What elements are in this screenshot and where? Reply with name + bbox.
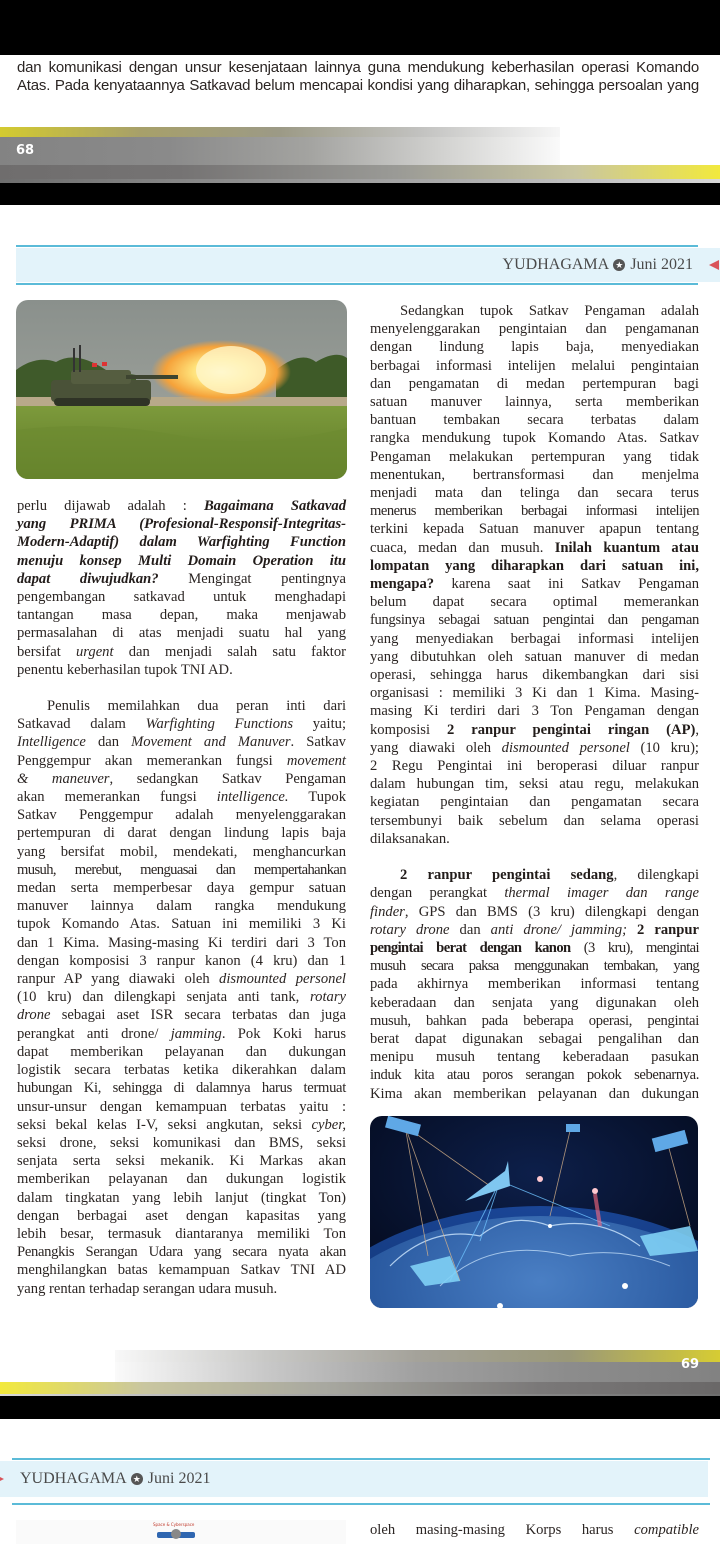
text: menipu musuh tentang keberadaan pasukan: [370, 1049, 699, 1066]
header-rule-bottom: [12, 1503, 710, 1505]
bold-emphasis: lompatan yang diharapkan dari satuan ini,: [370, 557, 699, 574]
text: . Pok Koki harus: [221, 1025, 346, 1042]
text: masing Ki terdiri dari 3 Ton Pengaman dengan: [370, 703, 699, 720]
footer-blank: [560, 137, 720, 165]
text: karena saat ini Satkav Pengaman: [434, 576, 699, 593]
text: keberadaan dan senjata yang digunakan oleh: [370, 994, 699, 1011]
text: berat dapat digunakan sebagai pengalihan dan: [370, 1030, 699, 1047]
text: dan: [85, 734, 132, 751]
text: yang rentan terhadap serangan udara musuh.: [17, 1280, 278, 1297]
text: dan menjadi salah satu faktor: [113, 643, 346, 660]
image-caption: Space & Cyberspace: [153, 1522, 195, 1527]
text: akan memerankan fungsi: [17, 789, 217, 806]
text: yang menyediakan berbagai informasi intelijen: [370, 630, 699, 647]
text: dan: [449, 921, 491, 938]
header-marker-icon: [0, 1474, 4, 1484]
footer-band: [0, 137, 560, 165]
text: yaitu;: [293, 716, 346, 733]
text: belum dapat secara optimal memerankan: [370, 594, 699, 611]
text: , GPS dan BMS (3 kru) dilengkapi dengan: [404, 903, 699, 920]
right-column-text: [370, 302, 699, 1103]
page-gap: [0, 183, 720, 205]
text: fungsinya sebagai satuan pengintai dan pengaman: [370, 612, 699, 629]
text: dan pengamatan di medan pertempuran bagi: [370, 375, 699, 392]
italic-term: finder: [370, 903, 405, 920]
text: medan serta memperbesar daya gempur satuan: [17, 880, 346, 897]
text: organisasi : memiliki 3 Ki dan 1 Kima. Masing-: [370, 685, 699, 702]
text: hubungan Ki, sehingga di dalamnya harus termuat: [17, 1080, 346, 1097]
footer-accent-strip: [115, 1350, 720, 1362]
emphasis: dapat diwujudkan?: [17, 570, 159, 587]
page-68-text-fragment: [17, 59, 699, 95]
text: menjadi mata dan telinga dan secara terus: [370, 485, 699, 502]
text: Satkav Penggempur adalah menyelenggarakan: [17, 807, 346, 824]
left-column-text: [17, 497, 346, 1298]
footer-accent-strip: [0, 1382, 720, 1394]
text: Sedangkan tupok Satkav Pengaman adalah: [400, 303, 699, 319]
text: senjata serta seksi mekanik. Ki Markas akan: [17, 1153, 346, 1170]
satellite-body-icon: [171, 1529, 181, 1539]
emphasis: Bagaimana Satkavad: [203, 498, 346, 514]
header-title: [503, 256, 693, 274]
text: musuh, merebut, menguasai dan mempertahankan: [17, 861, 346, 878]
italic-term: drone: [17, 1007, 51, 1024]
text: seksi drone, seksi komunikasi dan BMS, seksi: [17, 1134, 346, 1151]
text: yang bersifat mobil, mendekati, menghancurkan: [17, 843, 346, 860]
text: dengan berbagai aset dengan kapasitas yang: [17, 1207, 346, 1224]
text: Penangkis Serangan Udara yang secara nyata akan: [17, 1244, 346, 1261]
text: tantangan masa depan, maka menjawab: [17, 607, 346, 624]
text: tersembunyi baik sebelum dan selama operasi: [370, 812, 699, 829]
text: Kima akan memberikan pelayanan dan dukungan: [370, 1085, 699, 1102]
footer-band: [115, 1362, 720, 1382]
star-circle-icon: ★: [132, 1474, 141, 1484]
text: terkini kepada Satuan manuver apapun tentang: [370, 521, 699, 538]
text: dilaksanakan.: [370, 830, 450, 847]
text: yang diawaki oleh: [370, 739, 502, 756]
text: lebih besar, termasuk diantaranya memiliki Ton: [17, 1225, 346, 1242]
text: bersifat: [17, 643, 76, 660]
italic-term: dismounted personel: [219, 971, 346, 988]
page-gap: [0, 1396, 720, 1419]
tank-photo-illustration: [16, 300, 347, 479]
text: induk kita atau poros serangan pokok sebenarnya.: [370, 1067, 699, 1084]
footer-accent-strip: [0, 165, 720, 179]
text: Satkavad dalam: [17, 716, 146, 733]
star-circle-icon: ★: [615, 260, 624, 270]
text: penentu keberhasilan tupok TNI AD.: [17, 661, 233, 678]
text: pengembangan satkavad untuk menghadapi: [17, 589, 346, 606]
issue-date: Juni 2021: [147, 1470, 211, 1487]
text: perangkat anti drone/: [17, 1025, 171, 1042]
footer-blank: [560, 127, 720, 137]
text: dengan komposisi 3 ranpur kanon (4 kru) dan 1: [17, 952, 346, 969]
viewer-top-gap: [0, 0, 720, 55]
italic-term: intelligence.: [216, 789, 289, 806]
text: berbagai informasi intelijen melalui pengintaian: [370, 357, 699, 374]
text: Penulis memilahkan dua peran inti dari: [47, 698, 346, 715]
bold-emphasis: 2 ranpur: [626, 921, 699, 938]
text: Mengingat pentingnya: [158, 570, 346, 587]
text: Pengaman melakukan pertempuran yang tidak: [370, 448, 699, 465]
network-photo: [370, 1116, 698, 1308]
text: seksi bekal kelas I-V, seksi angkutan, seksi: [17, 1116, 312, 1133]
page-70-right-column: [370, 1521, 699, 1539]
text: , sedangkan Satkav Pengaman: [109, 770, 346, 787]
text: dalam hubungan tim, seksi atau regu, melakukan: [370, 776, 699, 793]
text: 2 Regu Pengintai ini beroperasi diluar ranpur: [370, 758, 699, 775]
italic-term: rotary drone: [370, 921, 450, 938]
bold-emphasis: mengapa?: [370, 576, 435, 593]
text: menyelenggarakan pengintaian dan pengamanan: [370, 321, 699, 338]
bold-emphasis: pengintai berat dengan kanon: [370, 939, 571, 956]
text: dalam tingkatan yang lebih lanjut (tingkat Ton): [17, 1189, 346, 1206]
text: , dilengkapi: [613, 867, 699, 884]
text: manuver lainnya dalam rangka mendukung: [17, 898, 346, 915]
globe-network-illustration: [370, 1116, 698, 1308]
publication-name: YUDHAGAMA: [20, 1470, 126, 1487]
italic-term: urgent: [75, 643, 114, 660]
italic-term: & maneuver: [17, 770, 110, 787]
text: musuh secara paksa menggunakan tembakan, yang: [370, 958, 699, 975]
text: pertempuran di darat dengan lindung lapis baja: [17, 825, 346, 842]
italic-term: dismounted personel: [501, 739, 630, 756]
emphasis: menuju konsep Multi Domain Operation itu: [17, 552, 346, 569]
text: yang dibutuhkan oleh satuan manuver di medan: [370, 648, 699, 665]
header-title: [20, 1470, 210, 1488]
header-marker-icon: [709, 260, 719, 270]
text: operasi, sehingga harus dikembangkan dari sisi: [370, 667, 699, 684]
text: dengan perangkat: [370, 885, 505, 902]
text: musuh, bahkan pada beberapa operasi, pengintai: [370, 1012, 699, 1029]
text: dengan lindung lapis baja, menyediakan: [370, 339, 699, 356]
header-rule-bottom: [16, 283, 698, 285]
text: (10 kru) dan dilengkapi senjata anti tank,: [17, 989, 311, 1006]
text: (3 kru), mengintai: [570, 939, 699, 956]
italic-term: jamming: [170, 1025, 222, 1042]
header-rule-top: [16, 245, 698, 247]
italic-term: movement: [286, 752, 346, 769]
text: rangka mendukung tupok Komando Atas. Satkav: [370, 430, 699, 447]
text: menghilangkan batas kemampuan Satkav TNI AD: [17, 1262, 346, 1279]
bold-emphasis: Inilah kuantum atau: [554, 539, 699, 556]
text: dan 1 Kima. Masing-masing Ki terdiri dari 3 Ton: [17, 934, 346, 951]
page-number: 68: [16, 143, 35, 158]
italic-term: Movement and Manuver: [131, 734, 291, 751]
header-rule-top: [12, 1458, 710, 1460]
text: . Satkav: [290, 734, 346, 751]
page-number: 69: [681, 1357, 700, 1372]
text: tupok Komando Atas. Satuan ini memiliki 3 Ki: [17, 916, 346, 933]
text: bantuan tembakan secara terbatas dalam: [370, 412, 699, 429]
space-cyberspace-image: [16, 1520, 346, 1544]
text: Tupok: [288, 789, 346, 806]
text: dapat memberikan pelayanan dan dukungan: [17, 1043, 346, 1060]
text: permasalahan di atas menjadi suatu hal yang: [17, 625, 346, 642]
emphasis: yang PRIMA (Profesional-Responsif-Integritas-: [17, 516, 346, 533]
text: oleh masing-masing Korps harus: [370, 1522, 635, 1538]
italic-term: thermal imager dan range: [504, 885, 699, 902]
footer-accent-strip: [0, 127, 560, 137]
text: menentukan, bertransformasi dan menjelma: [370, 466, 699, 483]
text: cuaca, medan dan musuh.: [370, 539, 555, 556]
emphasis: Modern-Adaptif) dalam Warfighting Function: [17, 534, 346, 551]
text: komposisi: [370, 721, 447, 738]
tank-photo: [16, 300, 347, 479]
bold-emphasis: 2 ranpur pengintai sedang: [400, 867, 614, 884]
text: ,: [695, 721, 699, 738]
text: satuan manuver lainnya, serta memberikan: [370, 394, 699, 411]
text: kegiatan pengintaian dan pengamatan secara: [370, 794, 699, 811]
text-line: dan komunikasi dengan unsur kesenjataan lainnya guna mendukung keberhasilan operasi Komando: [17, 59, 699, 76]
text: unsur-unsur dengan kemampuan terbatas yaitu :: [17, 1098, 346, 1115]
text: perlu dijawab adalah :: [17, 498, 204, 514]
text: ranpur AP yang diawaki oleh: [17, 971, 220, 988]
text: logistik secara terbatas ketika dikerahkan dalam: [17, 1062, 346, 1079]
text: memberikan pelayanan dan dukungan logistik: [17, 1171, 346, 1188]
italic-term: anti drone/ jamming;: [490, 921, 627, 938]
text: Penggempur akan memerankan fungsi: [17, 752, 287, 769]
text: (10 kru);: [629, 739, 699, 756]
bold-emphasis: 2 ranpur pengintai ringan (AP): [446, 721, 696, 738]
italic-term: cyber,: [311, 1116, 346, 1133]
publication-name: YUDHAGAMA: [502, 256, 609, 273]
text: pada akhirnya memberikan informasi tentang: [370, 976, 699, 993]
issue-date: Juni 2021: [630, 256, 693, 273]
italic-term: Intelligence: [17, 734, 86, 751]
italic-term: compatible: [634, 1522, 699, 1538]
text-line: Atas. Pada kenyataannya Satkavad belum mencapai kondisi yang diharapkan, sehingga persoalan yang: [17, 77, 699, 94]
italic-term: Warfighting Functions: [145, 716, 293, 733]
text: menerus memberikan berbagai informasi intelijen: [370, 503, 699, 520]
text: sebagai aset ISR secara terbatas dan juga: [50, 1007, 346, 1024]
italic-term: rotary: [310, 989, 346, 1006]
